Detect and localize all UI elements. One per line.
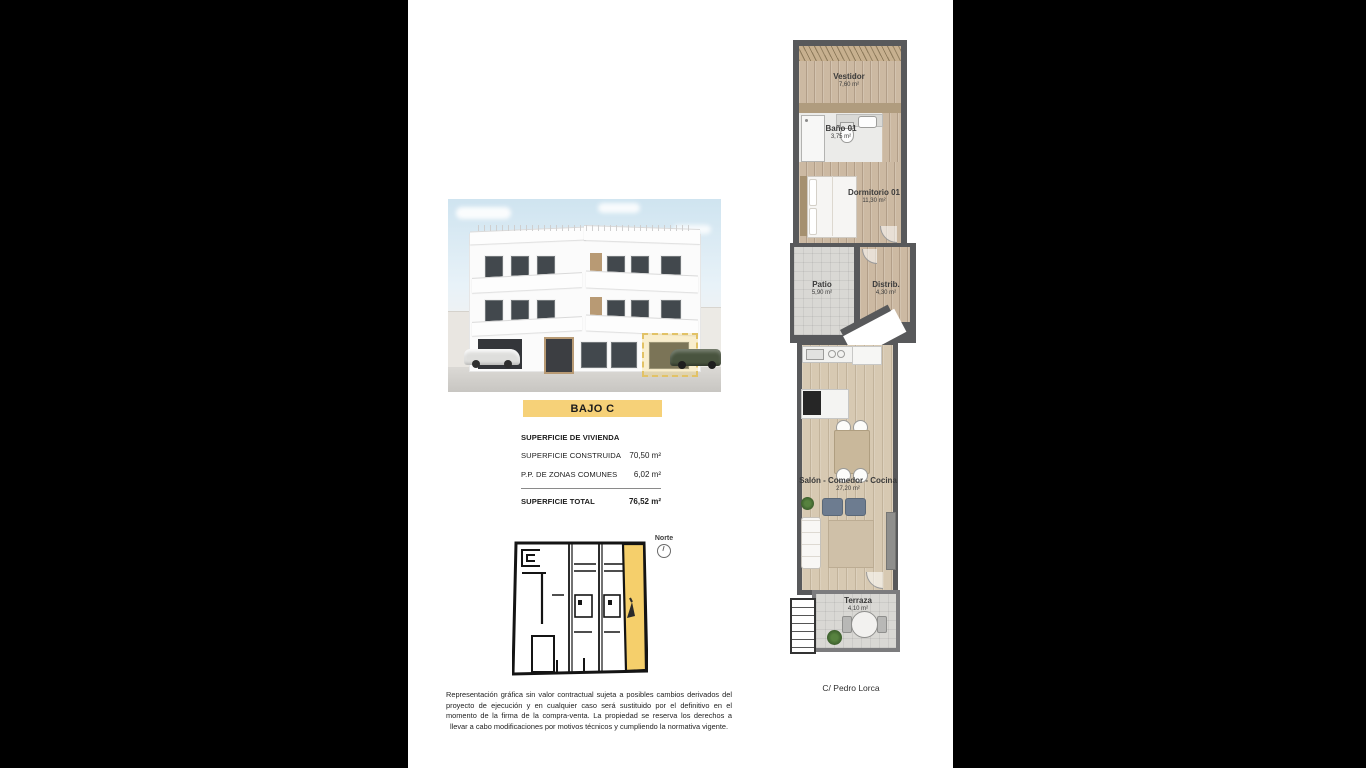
tv-cabinet <box>886 512 896 570</box>
hob-burner-icon <box>837 350 845 358</box>
room-area: 4,10 m² <box>847 605 869 612</box>
row-value: 70,50 m² <box>629 451 661 460</box>
wardrobe-hatch <box>799 46 901 62</box>
terrace-table-icon <box>851 611 878 638</box>
total-value: 76,52 m² <box>628 497 661 506</box>
window <box>610 341 638 369</box>
north-compass-icon <box>657 544 671 558</box>
surface-table-header: SUPERFICIE DE VIVIENDA <box>521 433 620 442</box>
cloud <box>456 207 511 219</box>
north-label: Norte <box>654 535 674 542</box>
site-plan <box>512 540 648 676</box>
shower-drain-icon <box>805 119 808 122</box>
room-area: 5,90 m² <box>811 289 833 296</box>
stairs <box>790 598 816 654</box>
north-indicator <box>649 535 679 558</box>
bed-pillow <box>809 208 817 235</box>
surface-table-row <box>521 470 661 479</box>
surface-table-row <box>521 451 661 460</box>
room-name: Terraza <box>844 596 872 605</box>
room-area: 11,30 m² <box>862 197 886 204</box>
sofa <box>801 517 821 569</box>
unit-banner-label: BAJO C <box>570 402 615 415</box>
shower <box>801 115 825 162</box>
sink-icon <box>858 116 877 128</box>
bed-duvet-fold <box>832 176 833 236</box>
car-white-wheel <box>472 360 480 368</box>
plant-icon <box>827 630 842 645</box>
cloud <box>598 203 640 213</box>
hall-strip <box>882 113 901 162</box>
bed-headboard <box>800 176 807 236</box>
row-value: 6,02 m² <box>633 470 661 479</box>
island-cooktop-icon <box>803 391 821 415</box>
room-label-terrace <box>844 596 872 613</box>
table-divider <box>521 488 661 489</box>
car-white-wheel <box>504 360 512 368</box>
room-label-patio <box>812 280 832 297</box>
dining-table <box>834 430 870 474</box>
room-area: 3,75 m² <box>830 133 852 140</box>
room-label-vestidor <box>833 72 865 89</box>
surface-table-total-row <box>521 497 661 506</box>
kitchen-cabinet <box>852 346 882 365</box>
armchair-icon <box>822 498 843 516</box>
room-label-living <box>799 476 897 493</box>
unit-banner <box>523 400 662 417</box>
room-label-bedroom <box>848 188 900 205</box>
room-name: Salón - Comedor - Cocina <box>799 476 897 485</box>
roof-railing <box>478 225 692 231</box>
rug <box>828 520 874 568</box>
room-name: Dormitorio 01 <box>847 188 901 197</box>
armchair-icon <box>845 498 866 516</box>
room-name: Distrib. <box>872 280 900 289</box>
car-green-wheel <box>708 361 716 369</box>
plant-icon <box>801 497 814 510</box>
kitchen-sink-icon <box>806 349 824 360</box>
window <box>580 341 608 369</box>
room-name: Patio <box>812 280 832 289</box>
room-label-distrib <box>872 280 900 297</box>
room-area: 7,60 m² <box>838 81 860 88</box>
room-area: 27,20 m² <box>836 485 860 492</box>
row-label: P.P. DE ZONAS COMUNES <box>521 470 618 479</box>
street-label: C/ Pedro Lorca <box>822 683 880 693</box>
terrace-chair-icon <box>877 616 887 633</box>
row-label: SUPERFICIE CONSTRUIDA <box>521 451 621 460</box>
total-label: SUPERFICIE TOTAL <box>521 497 595 506</box>
hob-burner-icon <box>828 350 836 358</box>
room-label-bathroom <box>825 124 856 141</box>
entrance-door <box>544 337 574 374</box>
disclaimer-text: Representación gráfica sin valor contractual sujeta a posibles cambios derivados del proyecto de ejecución y en cualquier caso será sustituido por el definitivo en el momento de la firma de la compra-venta. La propiedad se reserva los derechos a llevar a cabo modificaciones por motivos técnicos y cumpliendo la normativa vigente. <box>446 690 732 731</box>
room-name: Vestidor <box>833 72 865 81</box>
room-area: 4,30 m² <box>875 289 897 296</box>
building-rendering <box>448 199 721 392</box>
car-green-wheel <box>678 361 686 369</box>
room-name: Baño 01 <box>825 124 857 133</box>
bed-pillow <box>809 179 817 206</box>
surface-table <box>521 433 661 506</box>
